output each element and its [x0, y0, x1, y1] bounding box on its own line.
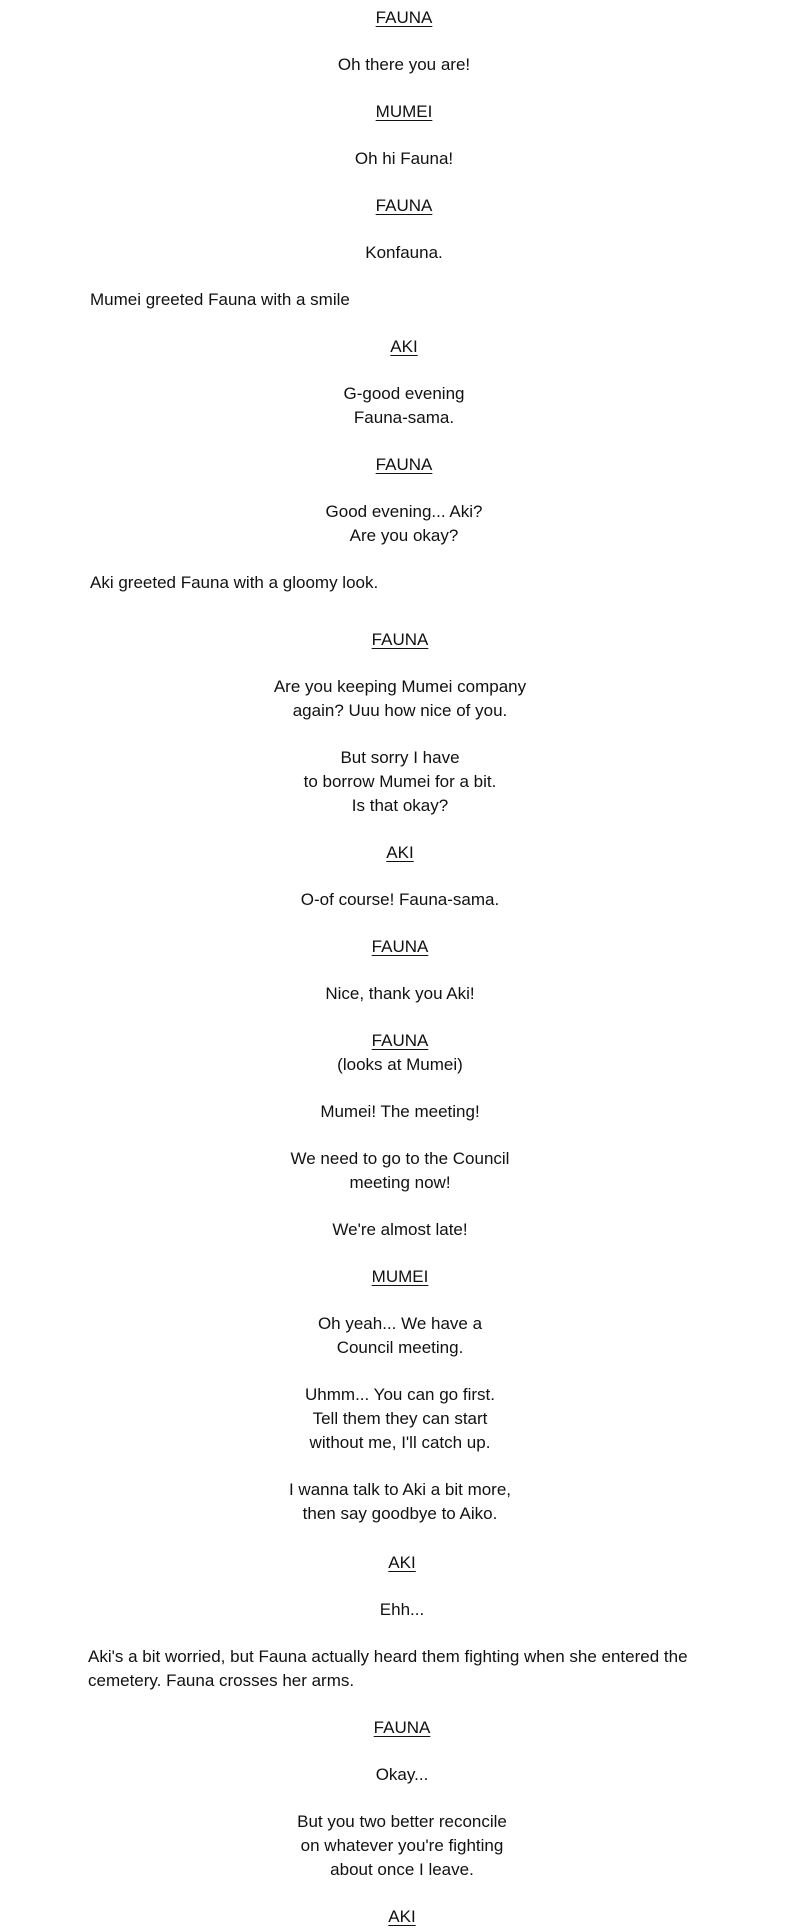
character-cue: AKI	[386, 843, 414, 862]
dialogue-line: Nice, thank you Aki!	[325, 984, 475, 1003]
character-cue: FAUNA	[371, 1031, 429, 1050]
character-cue: MUMEI	[375, 102, 433, 121]
dialogue-line: Good evening... Aki? Are you okay?	[325, 502, 483, 545]
dialogue-line: Konfauna.	[365, 243, 443, 262]
character-cue: AKI	[390, 337, 418, 356]
dialogue-line: I wanna talk to Aki a bit more, then say goodbye to Aiko.	[288, 1480, 512, 1523]
dialogue-line: Oh hi Fauna!	[354, 149, 454, 168]
character-cue: FAUNA	[371, 630, 429, 649]
character-cue: FAUNA	[375, 196, 433, 215]
character-cue: FAUNA	[373, 1718, 431, 1737]
dialogue-line: Mumei! The meeting!	[320, 1102, 480, 1121]
character-cue: FAUNA	[375, 455, 433, 474]
dialogue-line: But you two better reconcile on whatever you're fighting about once I leave.	[297, 1812, 507, 1879]
dialogue-line: Uhmm... You can go first. Tell them they can start without me, I'll catch up.	[305, 1385, 495, 1452]
character-cue: FAUNA	[371, 937, 429, 956]
character-cue: AKI	[388, 1907, 416, 1926]
action-line: Aki's a bit worried, but Fauna actually heard them fighting when she entered the cemetery. Fauna crosses her arms.	[88, 1647, 688, 1690]
dialogue-line: Oh there you are!	[337, 55, 471, 74]
dialogue-line: O-of course! Fauna-sama.	[300, 890, 500, 909]
character-cue: MUMEI	[371, 1267, 429, 1286]
character-cue: AKI	[388, 1553, 416, 1572]
dialogue-line: Ehh...	[379, 1600, 425, 1619]
dialogue-line: Okay...	[375, 1765, 429, 1784]
action-line: Mumei greeted Fauna with a smile	[90, 290, 350, 309]
character-cue: FAUNA	[375, 8, 433, 27]
parenthetical-line: (looks at Mumei)	[337, 1055, 463, 1074]
dialogue-line: Are you keeping Mumei company again? Uuu how nice of you.	[273, 677, 527, 720]
dialogue-line: Oh yeah... We have a Council meeting.	[317, 1314, 483, 1357]
dialogue-line: But sorry I have to borrow Mumei for a bit. Is that okay?	[303, 748, 497, 815]
dialogue-line: We need to go to the Council meeting now!	[290, 1149, 510, 1192]
action-line: Aki greeted Fauna with a gloomy look.	[90, 573, 379, 592]
dialogue-line: We're almost late!	[332, 1220, 468, 1239]
dialogue-line: G-good evening Fauna-sama.	[343, 384, 465, 427]
